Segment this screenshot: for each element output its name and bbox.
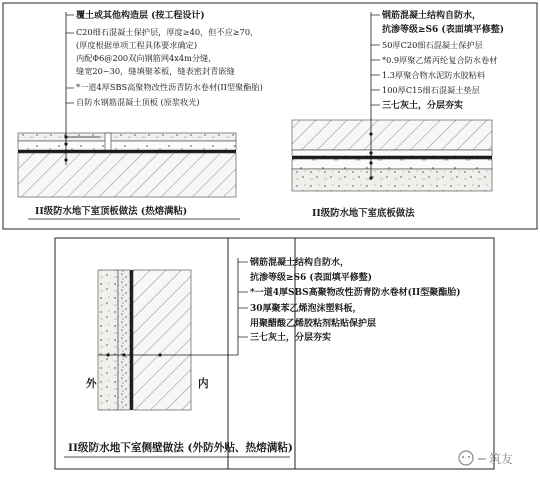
floor-layer-4: *0.9厚聚乙烯丙纶复合防水卷材: [382, 55, 498, 65]
wall-detail: [64, 256, 461, 457]
wechat-icon: [459, 451, 473, 465]
wall-layer-1: 钢筋混凝土结构自防水，: [250, 258, 350, 268]
floor-protective-layer: [292, 150, 492, 156]
floor-layer-6: 100厚C15细石混凝土垫层: [382, 85, 480, 95]
floor-detail: [292, 9, 504, 219]
wall-outside-label: 外: [86, 378, 97, 390]
floor-caption: II级防水地下室底板做法: [312, 208, 415, 219]
watermark-text: 筑友: [489, 452, 514, 466]
wall-layer-6: 三七灰土，分层夯实: [250, 333, 332, 343]
floor-layer-7: 三七灰土，分层夯实: [382, 101, 464, 111]
roof-layer-1: 覆土或其他构造层 (按工程设计): [76, 11, 205, 21]
wall-layer-2: 抗渗等级≥S6 (表面填平修整): [250, 273, 372, 283]
wall-caption: II级防水地下室侧壁做法 (外防外贴、热熔满粘): [68, 442, 293, 454]
roof-layer-4: 内配Φ6@200双向钢筋网4x4m分缝，: [76, 53, 217, 63]
roof-layer-2: C20细石混凝土保护层，厚度≥40，但不应≥70，: [76, 27, 259, 37]
floor-lime-soil: [292, 169, 492, 191]
roof-layer-5: 缝宽20~30，缝填聚苯板，缝表密封青嵌缝: [76, 66, 235, 76]
wall-membrane: [130, 270, 133, 410]
roof-layer-3: (厚度根据单项工程具体要求确定): [76, 40, 198, 50]
floor-cushion-layer: [292, 159, 492, 169]
roof-slab: [18, 153, 236, 197]
floor-layer-1: 钢筋混凝土结构自防水，: [382, 11, 482, 21]
roof-layer-7: 自防水钢筋混凝土顶板 (原浆收光): [76, 97, 200, 107]
watermark: [459, 451, 513, 466]
floor-slab: [292, 120, 492, 150]
floor-layer-2: 抗渗等级≥S6 (表面填平修整): [382, 25, 504, 35]
roof-layer-6: *一道4厚SBS高聚物改性沥青防水卷材(II型聚酯胎): [76, 82, 263, 92]
roof-caption: II级防水地下室顶板做法 (热熔满粘): [35, 206, 188, 217]
wall-layer-3: *一道4厚SBS高聚物改性沥青防水卷材(II型聚酯胎): [250, 288, 461, 298]
wall-lime-soil: [98, 270, 118, 410]
wall-structure: [133, 270, 191, 410]
wall-layer-5: 用聚醋酸乙烯胶粘剂粘贴保护层: [250, 319, 377, 329]
roof-joint: [105, 133, 111, 150]
roof-detail: [18, 9, 263, 219]
roof-membrane: [18, 150, 236, 153]
floor-membrane: [292, 156, 492, 159]
roof-protective-layer: [18, 141, 236, 150]
floor-layer-5: 1.3厚聚合物水泥防水胶粘料: [382, 70, 486, 80]
wall-inside-label: 内: [198, 378, 209, 390]
roof-overlay-layer: [18, 133, 236, 141]
wall-layer-4: 30厚聚苯乙烯泡沫塑料板，: [250, 304, 362, 314]
wall-foam-board: [118, 270, 130, 410]
floor-layer-3: 50厚C20细石混凝土保护层: [382, 40, 483, 50]
